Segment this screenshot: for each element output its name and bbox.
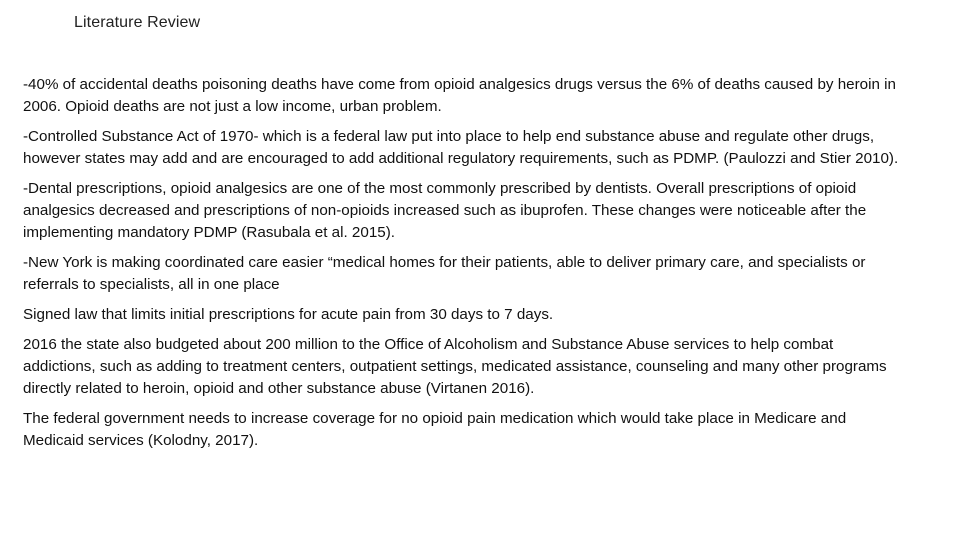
- paragraph-controlled-substance-act: -Controlled Substance Act of 1970- which is a federal law put into place to help end substance abuse and regulate other drugs, however states may add and are encouraged to add additional regulatory requirements, such as PDMP. (Paulozzi and Stier 2010).: [23, 128, 899, 167]
- slide-title: Literature Review: [74, 14, 201, 31]
- paragraph-opioid-deaths: -40% of accidental deaths poisoning deaths have come from opioid analgesics drugs versus the 6% of deaths caused by heroin in 2006. Opioid deaths are not just a low income, urban problem.: [23, 76, 896, 115]
- paragraph-prescription-limit-law: Signed law that limits initial prescriptions for acute pain from 30 days to 7 days.: [23, 306, 554, 323]
- slide-body: [23, 74, 903, 460]
- paragraph-dental-prescriptions: -Dental prescriptions, opioid analgesics are one of the most commonly prescribed by dentists. Overall prescriptions of opioid analgesics decreased and prescriptions of non-opioids increased such as ibuprofen. These changes were noticeable after the implementing mandatory PDMP (Rasubala et al. 2015).: [23, 180, 867, 241]
- paragraph-new-york-care: -New York is making coordinated care easier “medical homes for their patients, able to deliver primary care, and specialists or referrals to specialists, all in one place: [23, 254, 866, 293]
- paragraph-state-budget: 2016 the state also budgeted about 200 million to the Office of Alcoholism and Substance Abuse services to help combat addictions, such as adding to treatment centers, outpatient settings, medicated assistance, counseling and many other programs directly related to heroin, opioid and other substance abuse (Virtanen 2016).: [23, 336, 887, 397]
- paragraph-federal-coverage: The federal government needs to increase coverage for no opioid pain medication which would take place in Medicare and Medicaid services (Kolodny, 2017).: [23, 410, 847, 449]
